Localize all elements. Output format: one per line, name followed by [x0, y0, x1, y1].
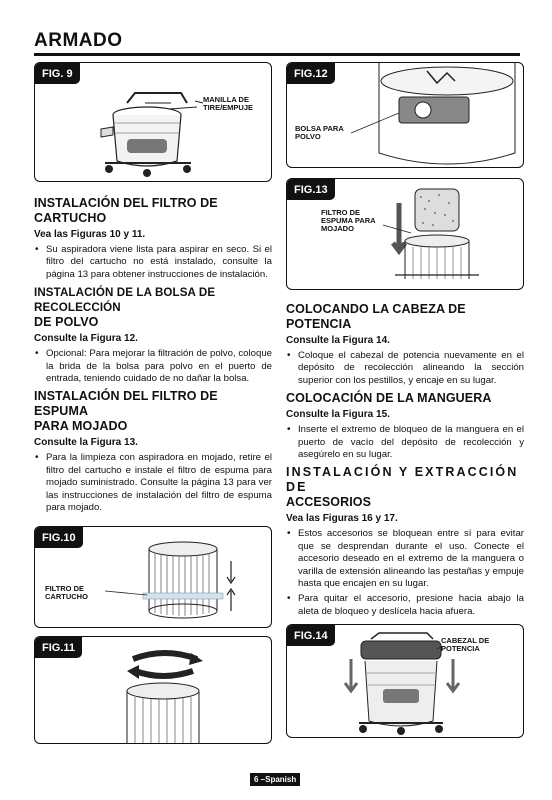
- section-heading: [34, 285, 272, 330]
- section-reference: Consulte la Figura 13.: [34, 437, 138, 449]
- figure-label: FILTRO DE CARTUCHO: [45, 584, 88, 602]
- figure-11: [34, 636, 272, 744]
- figure-tag: FIG.14: [287, 625, 335, 646]
- figure-tag: FIG.12: [287, 63, 335, 84]
- section-accessories: [286, 465, 524, 618]
- bullet-list: [286, 350, 524, 387]
- figure-tag: FIG. 9: [35, 63, 80, 84]
- list-item: • Opcional: Para mejorar la filtración de polvo, coloque la brida de la bolsa para polvo en el puerto de entrada, teniendo cuidado de no dañar la bolsa.: [34, 348, 272, 385]
- bullet-list: [34, 452, 272, 514]
- section-cartridge-filter: [34, 196, 272, 281]
- figure-tag: FIG.13: [287, 179, 335, 200]
- right-column: [286, 62, 524, 738]
- figure-12: [286, 62, 524, 168]
- figure-tag: FIG.11: [35, 637, 82, 658]
- figure-label: MANILLA DE TIRE/EMPUJE: [203, 95, 254, 112]
- section-hose: [286, 391, 524, 461]
- list-item: • Estos accesorios se bloquean entre sí para evitar que se desprendan durante el uso. Conecte el accesorio deseado en el extremo de la manguera o varilla de extensión alineando las pestañas y empuje hasta que encajen en su lugar.: [286, 528, 524, 590]
- section-heading: INSTALACIÓN DEL FILTRO DE CARTUCHO: [34, 196, 218, 225]
- bullet-list: [286, 528, 524, 618]
- section-reference: Consulte la Figura 12.: [34, 333, 138, 345]
- bullet-list: [286, 424, 524, 461]
- figure-9: [34, 62, 272, 182]
- section-heading: COLOCACIÓN DE LA MANGUERA: [286, 391, 492, 406]
- heading-line: INSTALACIÓN DEL FILTRO DE ESPUMA: [34, 389, 218, 419]
- heading-line: INSTALACIÓN DE LA BOLSA DE RECOLECCIÓN: [34, 286, 216, 315]
- figure-10: [34, 526, 272, 628]
- figure-14: [286, 624, 524, 738]
- section-foam-filter: [34, 389, 272, 514]
- section-reference: Vea las Figuras 10 y 11.: [34, 229, 146, 240]
- figure-label: FILTRO DE ESPUMA PARA MOJADO: [321, 208, 376, 233]
- section-heading: [286, 465, 524, 510]
- heading-line: DE POLVO: [34, 315, 99, 330]
- list-item: • Su aspiradora viene lista para aspirar en seco. Si el filtro del cartucho no está instalado, consulte la página 13 para obtener instrucciones de instalación.: [34, 244, 272, 281]
- figure-label: BOLSA PARA POLVO: [295, 124, 344, 141]
- section-reference: Consulte la Figura 15.: [286, 409, 390, 421]
- section-heading: COLOCANDO LA CABEZA DE POTENCIA: [286, 302, 466, 331]
- heading-line: PARA MOJADO: [34, 419, 128, 434]
- left-column: [34, 62, 272, 744]
- section-heading: [34, 389, 272, 434]
- bullet-list: [34, 348, 272, 385]
- list-item: • Para la limpieza con aspiradora en mojado, retire el filtro del cartucho e instale el filtro de espuma para mojado suministrado. Consulte la página 13 para ver las instrucciones de instalación del filtro de espuma para mojado.: [34, 452, 272, 514]
- section-dust-bag: [34, 285, 272, 385]
- heading-line: INSTALACIÓN Y EXTRACCIÓN DE: [286, 465, 519, 495]
- list-item: • Coloque el cabezal de potencia nuevamente en el depósito de recolección alineando la sección superior con los pestillos, y encaje en su lugar.: [286, 350, 524, 387]
- section-power-head: [286, 302, 524, 387]
- title-divider: [34, 53, 520, 56]
- figure-13: [286, 178, 524, 290]
- page-footer: 6 –Spanish: [250, 773, 300, 786]
- list-item: • Para quitar el accesorio, presione hacia abajo la aleta de bloqueo y deslícela hacia afuera.: [286, 593, 524, 618]
- heading-line: ACCESORIOS: [286, 495, 372, 510]
- section-reference: Vea las Figuras 16 y 17.: [286, 513, 398, 525]
- figure-label: CABEZAL DE POTENCIA: [441, 636, 490, 654]
- page-title: ARMADO: [34, 30, 123, 51]
- section-reference: Consulte la Figura 14.: [286, 335, 390, 346]
- bullet-list: [34, 244, 272, 281]
- list-item: • Inserte el extremo de bloqueo de la manguera en el puerto de vacío del depósito de recolección y asegúrelo en su lugar.: [286, 424, 524, 461]
- figure-tag: FIG.10: [35, 527, 83, 548]
